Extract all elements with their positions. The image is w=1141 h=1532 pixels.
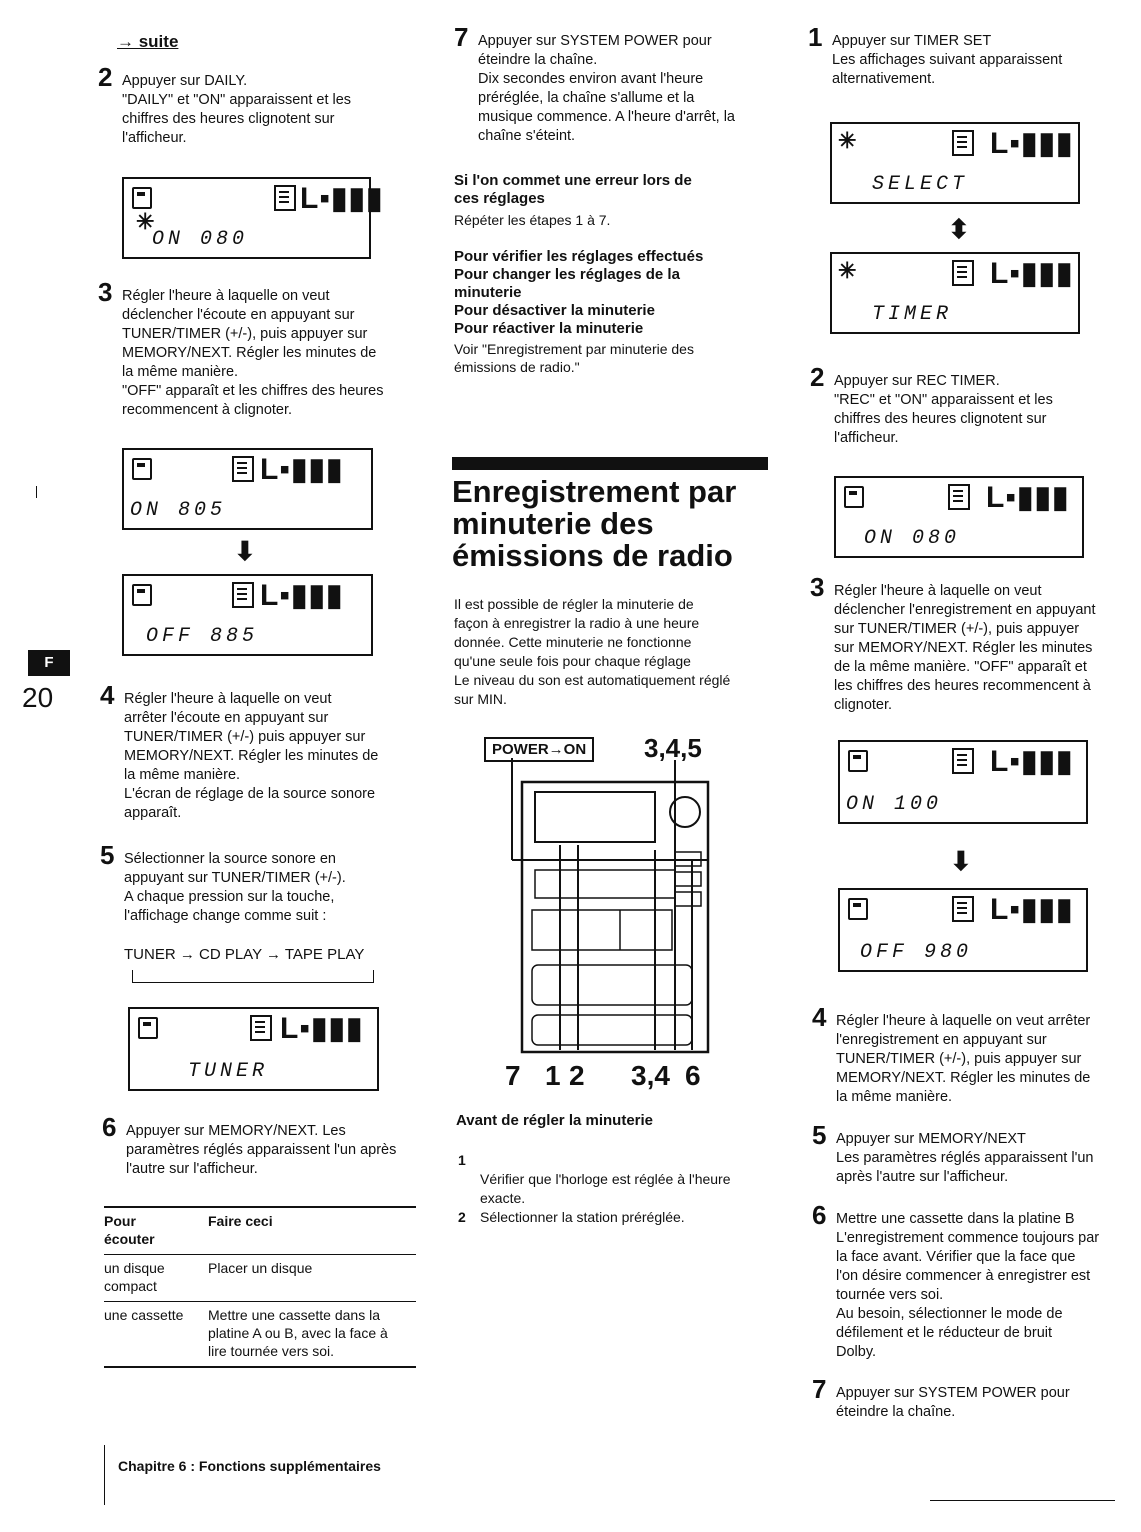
level-meter: L▪▮▮▮ (986, 481, 1070, 514)
memo-icon (948, 484, 970, 510)
step-number: 4 (100, 680, 115, 710)
lcd-display-daily (122, 177, 384, 259)
memo-icon (952, 896, 974, 922)
step-number: 1 (808, 22, 823, 52)
list-number: 1 (458, 1152, 466, 1168)
callout-top: 3,4,5 (644, 733, 702, 763)
blink-icon: ✳ (136, 209, 155, 234)
table-header: Faire ceci (208, 1213, 273, 1229)
step-text: Sélectionner la source sonore en appuyant sur TUNER/TIMER (+/-). A chaque pression sur la touche, l'affichage change comme suit : (124, 851, 346, 924)
lcd-segment-text: OFF 980 (860, 941, 973, 964)
clock-icon (844, 486, 864, 508)
lcd-display-tuner (128, 1007, 379, 1091)
lcd-display-rec (834, 476, 1084, 558)
level-meter: L▪▮▮▮ (990, 127, 1074, 160)
section-heading: Si l'on commet une erreur lors de ces réglages (454, 172, 692, 207)
memo-icon (232, 582, 254, 608)
memo-icon (274, 185, 296, 211)
stereo-system-illustration (480, 730, 740, 1090)
step-5-col1 (100, 840, 414, 926)
arrow-down-icon: ⬇ (234, 536, 256, 566)
lcd-segment-text: TUNER (188, 1060, 269, 1083)
step-text: Appuyer sur SYSTEM POWER pour éteindre la chaîne. (836, 1385, 1070, 1420)
clock-icon (848, 898, 868, 920)
lcd-segment-text: OFF 885 (146, 625, 259, 648)
level-meter: L▪▮▮▮ (990, 745, 1074, 778)
callout-number: 6 (685, 1060, 701, 1091)
lcd-segment-text: ON 100 (846, 793, 943, 816)
step-text: Appuyer sur TIMER SET Les affichages suivant apparaissent alternativement. (832, 33, 1063, 87)
heading-bar (452, 457, 768, 470)
lcd-segment-text: ON 080 (864, 527, 961, 550)
lcd-display-off (122, 574, 373, 656)
lcd-segment-text: TIMER (872, 303, 953, 326)
section-heading: Pour vérifier les réglages effectués Pour changer les réglages de la minuterie Pour désactiver la minuterie Pour réactiver la minuterie (454, 248, 704, 337)
clock-icon (132, 458, 152, 480)
step-number: 7 (454, 22, 469, 52)
table-cell: une cassette (104, 1307, 184, 1323)
memo-icon (952, 130, 974, 156)
step-text: Mettre une cassette dans la platine B L'enregistrement commence toujours par la face avant. Vérifier que la face que l'on désire commencer à enregistrer est tournée vers soi. Au besoin, sélectionner le mode de défilement et le réducteur de bruit Dolby. (836, 1211, 1100, 1360)
source-cycle: TUNER → CD PLAY → TAPE PLAY (124, 946, 365, 963)
step-number: 6 (812, 1200, 827, 1230)
step-3-col3 (810, 572, 1119, 715)
callouts-bottom (503, 1060, 763, 1096)
clock-icon (132, 187, 152, 209)
table-cell: Placer un disque (208, 1260, 313, 1276)
memo-icon (250, 1015, 272, 1041)
links-section (454, 248, 774, 376)
table-row (104, 1302, 416, 1368)
callout-number: 2 (569, 1060, 585, 1091)
margin-mark (36, 486, 37, 498)
callout-number: 7 (505, 1060, 521, 1091)
step-6-col3 (812, 1200, 1121, 1362)
step-number: 2 (98, 62, 113, 92)
language-tab: F (28, 650, 70, 676)
step-number: 5 (812, 1120, 827, 1150)
suite-label: → suite (117, 32, 179, 51)
section-text: Répéter les étapes 1 à 7. (454, 212, 611, 228)
list-number: 2 (458, 1209, 466, 1225)
section-title: Enregistrement par minuterie des émissions de radio (452, 474, 737, 573)
memo-icon (952, 260, 974, 286)
before-section (456, 1112, 776, 1227)
level-meter: L▪▮▮▮ (990, 257, 1074, 290)
step-text: Appuyer sur DAILY. "DAILY" et "ON" apparaissent et les chiffres des heures clignotent sur l'afficheur. (122, 73, 352, 146)
cycle-return-line (132, 970, 374, 983)
step-number: 7 (812, 1374, 827, 1404)
list-item (456, 1208, 776, 1227)
error-section (454, 172, 764, 228)
lcd-segment-text: SELECT (872, 173, 969, 196)
arrow-updown-icon: ⬍ (948, 214, 970, 244)
level-meter: L▪▮▮▮ (990, 893, 1074, 926)
callout-number: 3,4 (631, 1060, 670, 1091)
intro-text: Il est possible de régler la minuterie de façon à enregistrer la radio à une heure donnée. Cette minuterie ne fonctionne qu'une seule fois pour chaque réglage Le niveau du son est automatiquement réglé sur MIN. (454, 596, 731, 707)
source-table (104, 1206, 416, 1368)
memo-icon (232, 456, 254, 482)
blink-icon: ✳ (838, 128, 857, 153)
clock-icon (132, 584, 152, 606)
lcd-display-rec-off (838, 888, 1088, 972)
lcd-segment-text: ON 080 (152, 228, 249, 251)
section-heading: Avant de régler la minuterie (456, 1112, 654, 1129)
step-text: Régler l'heure à laquelle on veut arrêter l'enregistrement en appuyant sur TUNER/TIMER (+/-), puis appuyer sur MEMORY/NEXT. Régler les minutes de la même manière. (836, 1013, 1091, 1105)
step-5-col3 (812, 1120, 1121, 1187)
step-number: 3 (98, 277, 113, 307)
table-header: Pour écouter (104, 1213, 155, 1247)
step-text: Appuyer sur MEMORY/NEXT. Les paramètres réglés apparaissent l'un après l'autre sur l'afficheur. (126, 1123, 397, 1177)
step-number: 3 (810, 572, 825, 602)
step-text: Régler l'heure à laquelle on veut déclencher l'écoute en appuyant sur TUNER/TIMER (+/-), puis appuyer sur MEMORY/NEXT. Régler les minutes de la même manière. "OFF" apparaît et les chiffres des heures recommencent à clignoter. (122, 288, 384, 418)
lcd-display-rec-on (838, 740, 1088, 824)
page-number: 20 (22, 682, 54, 713)
step-number: 2 (810, 362, 825, 392)
step-text: Appuyer sur SYSTEM POWER pour éteindre la chaîne. Dix secondes environ avant l'heure préréglée, la chaîne s'allume et la musique commence. A l'heure d'arrêt, la chaîne s'éteint. (478, 33, 735, 144)
memo-icon (952, 748, 974, 774)
list-item (456, 1132, 776, 1208)
blink-icon: ✳ (838, 258, 857, 283)
footer-rule (930, 1500, 1115, 1501)
step-text: Appuyer sur REC TIMER. "REC" et "ON" apparaissent et les chiffres des heures clignotent sur l'afficheur. (834, 373, 1053, 446)
section-text: Voir "Enregistrement par minuterie des émissions de radio." (454, 341, 694, 375)
table-row (104, 1255, 416, 1302)
step-3-col1 (98, 277, 412, 420)
step-7-col3 (812, 1374, 1121, 1422)
level-meter: L▪▮▮▮ (280, 1012, 364, 1045)
step-number: 5 (100, 840, 115, 870)
step-number: 4 (812, 1002, 827, 1032)
arrow-down-icon: ⬇ (950, 846, 972, 876)
callout-number: 1 (545, 1060, 561, 1091)
lcd-display-on (122, 448, 373, 530)
step-2-col1 (98, 62, 412, 148)
step-1-col3 (808, 22, 1122, 89)
step-4-col3 (812, 1002, 1121, 1107)
lcd-display-timer (830, 252, 1080, 334)
table-cell: Mettre une cassette dans la platine A ou B, avec la face à lire tournée vers soi. (208, 1307, 388, 1359)
table-cell: un disque compact (104, 1260, 165, 1294)
clock-icon (138, 1017, 158, 1039)
level-meter: L▪▮▮▮ (260, 579, 344, 612)
step-text: Régler l'heure à laquelle on veut arrêter l'écoute en appuyant sur TUNER/TIMER (+/-) puis appuyer sur MEMORY/NEXT. Régler les minutes de la même manière. L'écran de réglage de la source sonore apparaît. (124, 691, 379, 821)
footer-divider (104, 1445, 105, 1505)
step-text: Appuyer sur MEMORY/NEXT Les paramètres réglés apparaissent l'un après l'autre sur l'afficheur. (836, 1131, 1094, 1185)
lcd-display-select (830, 122, 1080, 204)
table-header-row (104, 1207, 416, 1255)
step-number: 6 (102, 1112, 117, 1142)
level-meter: L▪▮▮▮ (300, 182, 384, 215)
step-text: Régler l'heure à laquelle on veut déclencher l'enregistrement en appuyant sur TUNER/TIMER (+/-), puis appuyer sur MEMORY/NEXT. Régler les minutes de la même manière. "OFF" apparaît et les chiffres des heures recommencent à clignoter. (834, 583, 1096, 713)
step-2-col3 (810, 362, 1124, 448)
clock-icon (848, 750, 868, 772)
list-text: Vérifier que l'horloge est réglée à l'heure exacte. (480, 1171, 731, 1206)
step-7-col2 (454, 22, 768, 146)
step-6-col1 (102, 1112, 416, 1179)
step-4-col1 (100, 680, 414, 823)
list-text: Sélectionner la station préréglée. (480, 1209, 685, 1225)
power-on-label: POWER→ON (484, 737, 594, 762)
lcd-segment-text: ON 805 (130, 499, 227, 522)
chapter-footer: Chapitre 6 : Fonctions supplémentaires (118, 1458, 381, 1474)
level-meter: L▪▮▮▮ (260, 453, 344, 486)
